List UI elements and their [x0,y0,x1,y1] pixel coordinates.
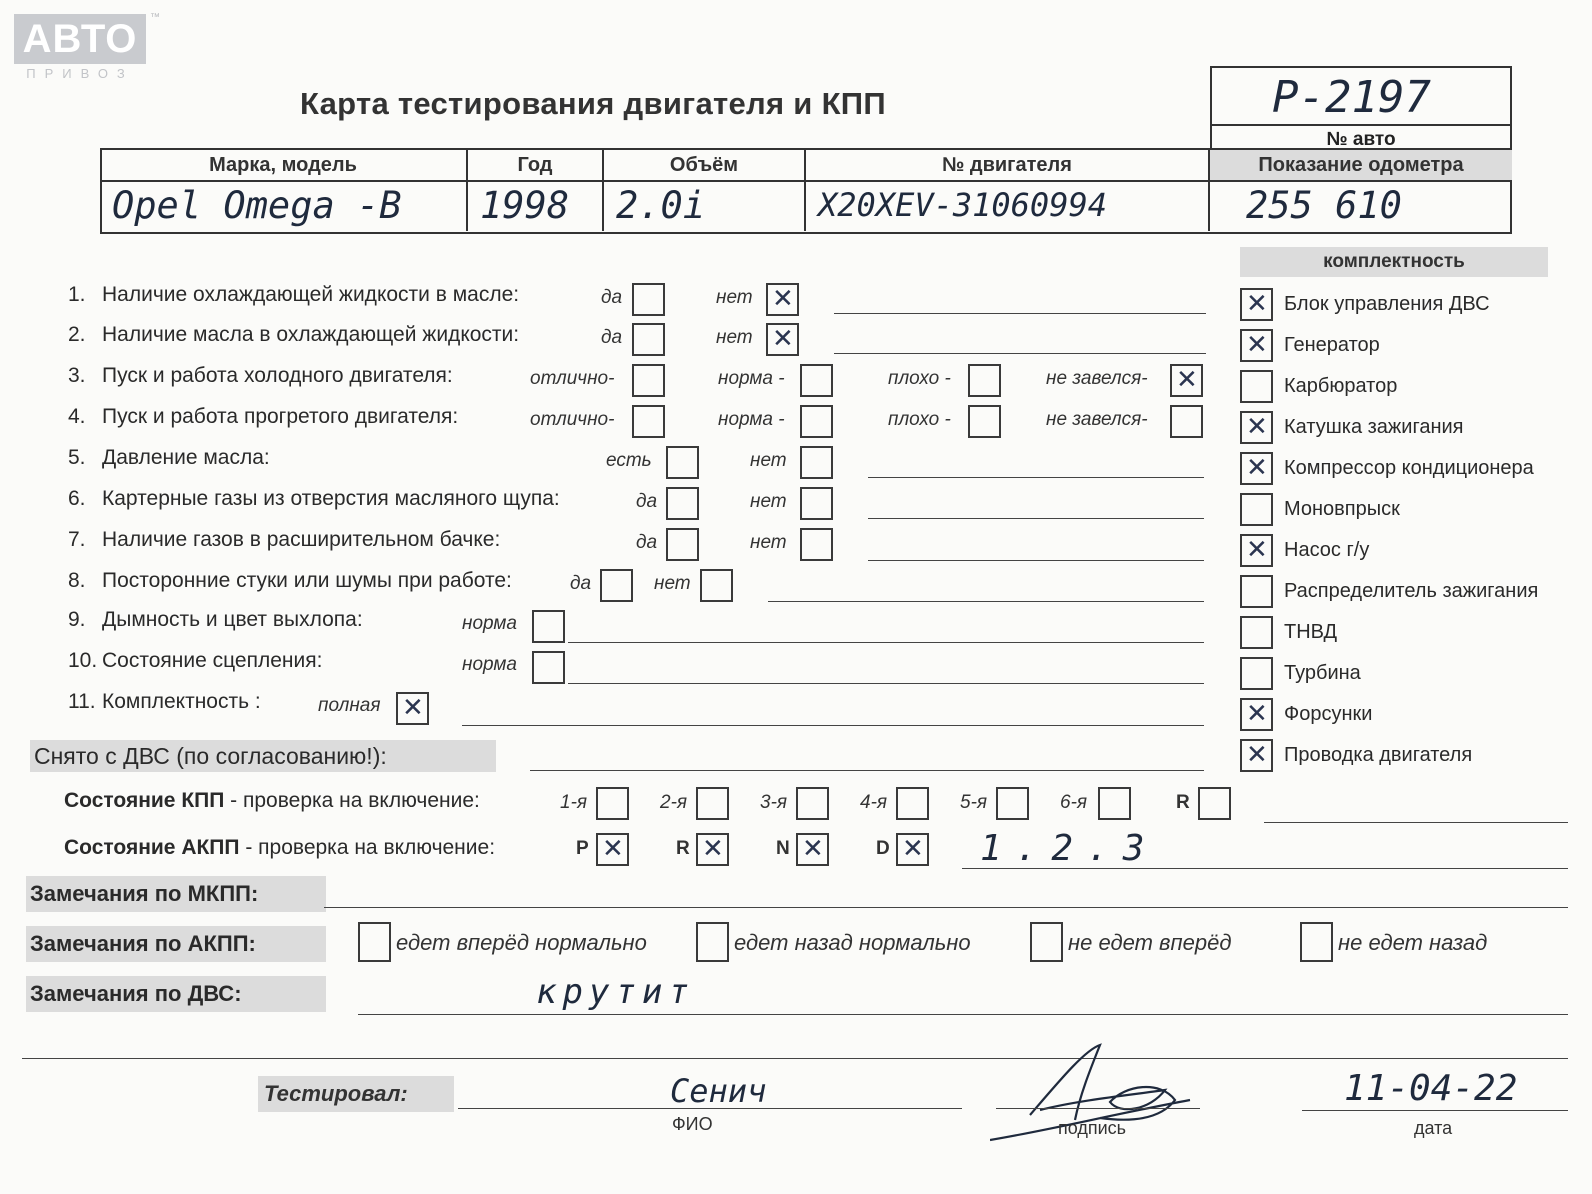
question-11 [68,690,261,714]
completeness-checkbox[interactable] [1240,534,1273,567]
akpp-label [64,836,495,860]
option-label: нет [750,491,787,512]
akpp-gear-r-checkbox[interactable] [696,833,729,866]
completeness-item-label: Насос г/у [1284,539,1370,561]
gear-label: P [576,838,589,859]
checkbox-q3-normal[interactable] [800,364,833,397]
completeness-checkbox[interactable] [1240,698,1273,731]
gear-label: 1-я [560,792,588,813]
auto-number-label: № авто [1212,124,1510,154]
completeness-checkbox[interactable] [1240,739,1273,772]
comment-line-q1 [834,313,1206,314]
question-text: Пуск и работа прогретого двигателя: [102,405,459,428]
checkbox-q4-bad[interactable] [968,405,1001,438]
option-label: отлично- [530,409,615,430]
akpp-gear-n-checkbox[interactable] [796,833,829,866]
remarks-mkpp-line [324,907,1568,908]
akpp-comment-line [962,868,1568,869]
checkbox-q9-normal[interactable] [532,610,565,643]
remarks-mkpp-label: Замечания по МКПП: [26,876,326,912]
date-line [1302,1110,1568,1111]
checkbox-q11-full[interactable] [396,692,429,725]
checkbox-q1-no[interactable] [766,283,799,316]
completeness-checkbox[interactable] [1240,452,1273,485]
option-label: полная [318,695,381,716]
question-number: 6. [68,487,86,510]
akpp-remark-option: едет вперёд нормально [396,930,647,955]
question-number: 8. [68,569,86,592]
question-5 [68,446,270,470]
kpp-comment-line [1264,822,1568,823]
completeness-item-label: Форсунки [1284,703,1373,725]
question-1 [68,283,519,307]
question-text: Наличие масла в охлаждающей жидкости: [102,323,520,346]
question-number: 9. [68,608,86,631]
option-label: да [601,327,623,348]
question-text: Давление масла: [102,446,270,469]
akpp-no-backward-checkbox[interactable] [1300,922,1333,962]
completeness-title: комплектность [1240,247,1548,277]
header-col-volume: Объём [604,150,806,180]
option-label: нет [716,327,753,348]
kpp-gear-r-checkbox[interactable] [1198,787,1231,820]
option-label: не завелся- [1046,409,1148,430]
trademark-sign: ™ [150,12,160,23]
question-text: Пуск и работа холодного двигателя: [102,364,453,387]
value-odometer: 255 610 [1246,184,1402,227]
comment-line-q9 [568,642,1204,643]
completeness-item-label: Распределитель зажигания [1284,580,1539,602]
completeness-checkbox[interactable] [1240,288,1273,321]
header-col-engine-number: № двигателя [806,150,1210,180]
gear-label: 3-я [760,792,788,813]
checkbox-q5-no[interactable] [800,446,833,479]
question-6 [68,487,560,511]
comment-line-q5 [868,477,1204,478]
comment-line-q2 [834,353,1206,354]
tester-name-value: Сенич [670,1072,767,1110]
remarks-dvs-line [358,1014,1568,1015]
question-number: 7. [68,528,86,551]
completeness-item-label: Компрессор кондиционера [1284,457,1534,479]
question-number: 3. [68,364,86,387]
checkbox-q2-yes[interactable] [632,323,665,356]
question-text: Наличие газов в расширительном бачке: [102,528,501,551]
question-4 [68,405,458,429]
question-9 [68,608,363,632]
akpp-label-rest: - проверка на включение: [239,836,496,859]
header-col-year: Год [468,150,604,180]
option-label: норма [462,613,517,634]
name-caption: ФИО [672,1114,713,1134]
option-label: плохо - [888,409,951,430]
question-8 [68,569,512,593]
checkbox-q2-no[interactable] [766,323,799,356]
kpp-gear-6-checkbox[interactable] [1098,787,1131,820]
completeness-checkbox[interactable] [1240,575,1273,608]
remarks-dvs-label: Замечания по ДВС: [26,976,326,1012]
value-model: Opel Omega -B [100,180,468,231]
option-label: норма [462,654,517,675]
logo-subtitle: ПРИВОЗ [26,66,134,81]
question-text: Посторонние стуки или шумы при работе: [102,569,512,592]
kpp-gear-5-checkbox[interactable] [996,787,1029,820]
option-label: отлично- [530,368,615,389]
date-value: 11-04-22 [1344,1068,1518,1109]
option-label: нет [750,532,787,553]
completeness-item-label: Катушка зажигания [1284,416,1464,438]
completeness-item-label: Проводка двигателя [1284,744,1473,766]
question-text: Наличие охлаждающей жидкости в масле: [102,283,520,306]
question-2 [68,323,519,347]
question-number: 11. [68,690,96,713]
checkbox-q4-not-started[interactable] [1170,405,1203,438]
checkbox-q10-normal[interactable] [532,651,565,684]
akpp-remark-option: едет назад нормально [734,930,971,955]
completeness-checkbox[interactable] [1240,411,1273,444]
kpp-gear-3-checkbox[interactable] [796,787,829,820]
kpp-label-bold: Состояние КПП [64,789,225,812]
checkbox-q8-yes[interactable] [600,569,633,602]
akpp-gear-d-checkbox[interactable] [896,833,929,866]
option-label: норма - [718,409,785,430]
option-label: да [636,532,658,553]
akpp-label-bold: Состояние АКПП [64,836,240,859]
completeness-checkbox[interactable] [1240,657,1273,690]
completeness-item-label: ТНВД [1284,621,1338,643]
completeness-item-label: Карбюратор [1284,375,1398,397]
checkbox-q3-excellent[interactable] [632,364,665,397]
question-text: Картерные газы из отверстия масляного щупа: [102,487,560,510]
option-label: нет [716,287,753,308]
header-col-odometer: Показание одометра [1210,150,1512,180]
completeness-checkbox[interactable] [1240,329,1273,362]
checkbox-q4-normal[interactable] [800,405,833,438]
checkbox-q8-no[interactable] [700,569,733,602]
removed-line [530,770,1204,771]
comment-line-q11 [462,725,1204,726]
completeness-item-label: Турбина [1284,662,1361,684]
question-text: Дымность и цвет выхлопа: [102,608,363,631]
checkbox-q6-no[interactable] [800,487,833,520]
gear-label: 6-я [1060,792,1088,813]
header-col-model: Марка, модель [100,150,468,180]
name-line [458,1108,962,1109]
value-volume: 2.0i [604,180,806,231]
avto-privoz-logo: АВТО [14,14,146,64]
akpp-gear-p-checkbox[interactable] [596,833,629,866]
akpp-no-forward-checkbox[interactable] [1030,922,1063,962]
page-title: Карта тестирования двигателя и КПП [300,86,886,121]
gear-label: R [676,838,690,859]
option-label: да [570,573,592,594]
akpp-remark-option: не едет вперёд [1068,930,1232,955]
tested-label: Тестировал: [258,1076,454,1112]
comment-line-q8 [768,601,1204,602]
akpp-backward-ok-checkbox[interactable] [696,922,729,962]
auto-number-value: Р-2197 [1272,72,1431,123]
checkbox-q1-yes[interactable] [632,283,665,316]
gear-label: 5-я [960,792,988,813]
checkbox-q5-yes[interactable] [666,446,699,479]
gear-label: R [1176,792,1190,813]
completeness-checkbox[interactable] [1240,493,1273,526]
completeness-item-label: Генератор [1284,334,1380,356]
gear-label: 4-я [860,792,888,813]
checkbox-q6-yes[interactable] [666,487,699,520]
remarks-extra-line [22,1058,1568,1059]
kpp-gear-4-checkbox[interactable] [896,787,929,820]
question-3 [68,364,453,388]
kpp-gear-1-checkbox[interactable] [596,787,629,820]
signature-caption: подпись [1058,1118,1127,1138]
kpp-label-rest: - проверка на включение: [224,789,480,812]
question-number: 10. [68,649,98,672]
akpp-forward-ok-checkbox[interactable] [358,922,391,962]
option-label: есть [606,450,652,471]
kpp-gear-2-checkbox[interactable] [696,787,729,820]
signature-line [996,1108,1200,1109]
remarks-dvs-value: крутит [536,972,695,1012]
question-number: 2. [68,323,86,346]
completeness-item-label: Блок управления ДВС [1284,293,1490,315]
checkbox-q3-bad[interactable] [968,364,1001,397]
checkbox-q7-yes[interactable] [666,528,699,561]
kpp-label [64,789,480,813]
comment-line-q10 [568,683,1204,684]
gear-label: N [776,838,790,859]
question-text: Состояние сцепления: [102,649,323,672]
question-7 [68,528,500,552]
gear-label: 2-я [660,792,688,813]
question-number: 5. [68,446,86,469]
question-number: 4. [68,405,86,428]
value-year: 1998 [468,180,604,231]
completeness-checkbox[interactable] [1240,370,1273,403]
question-number: 1. [68,283,86,306]
gear-label: D [876,838,890,859]
question-text: Комплектность : [102,690,261,713]
removed-label: Снято с ДВС (по согласованию!): [30,740,496,772]
auto-number-box [1210,66,1512,156]
completeness-item-label: Моновпрыск [1284,498,1400,520]
checkbox-q7-no[interactable] [800,528,833,561]
option-label: не завелся- [1046,368,1148,389]
checkbox-q3-not-started[interactable] [1170,364,1203,397]
value-engine-number: X20XEV-31060994 [806,180,1210,231]
comment-line-q7 [868,560,1204,561]
option-label: нет [654,573,691,594]
checkbox-q4-excellent[interactable] [632,405,665,438]
option-label: нет [750,450,787,471]
completeness-checkbox[interactable] [1240,616,1273,649]
option-label: да [636,491,658,512]
question-10 [68,649,322,673]
comment-line-q6 [868,518,1204,519]
remarks-akpp-label: Замечания по АКПП: [26,926,326,962]
option-label: норма - [718,368,785,389]
date-caption: дата [1414,1118,1453,1138]
akpp-remark-option: не едет назад [1338,930,1488,955]
akpp-note: 1.2.3 [980,828,1159,869]
option-label: плохо - [888,368,951,389]
option-label: да [601,287,623,308]
